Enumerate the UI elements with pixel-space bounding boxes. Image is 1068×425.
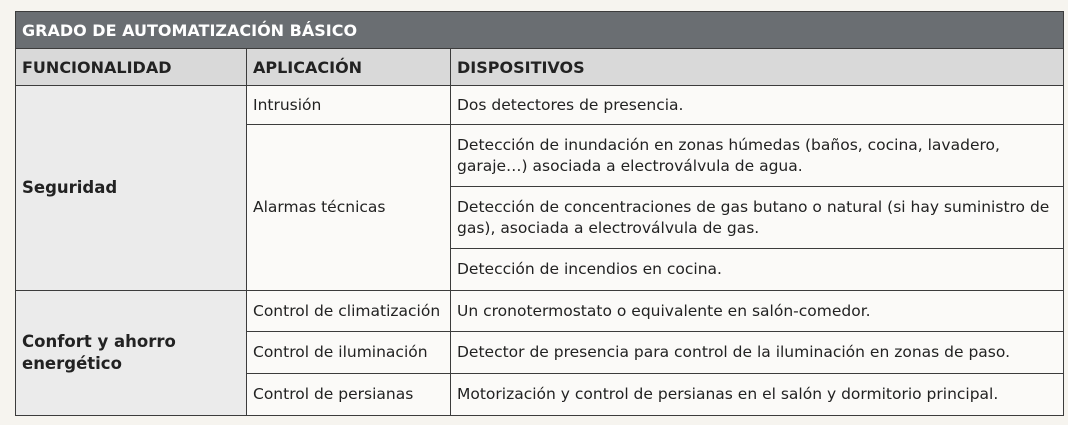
aplicacion-cell: Intrusión: [247, 86, 451, 125]
table-title: GRADO DE AUTOMATIZACIÓN BÁSICO: [16, 12, 1064, 49]
aplicacion-cell: Control de persianas: [247, 374, 451, 416]
funcionalidad-seguridad: Seguridad: [16, 86, 247, 291]
header-funcionalidad: FUNCIONALIDAD: [16, 49, 247, 86]
header-aplicacion: APLICACIÓN: [247, 49, 451, 86]
aplicacion-cell: Alarmas técnicas: [247, 125, 451, 291]
dispositivo-cell: Detector de presencia para control de la iluminación en zonas de paso.: [451, 332, 1064, 374]
dispositivo-cell: Detección de concentraciones de gas butano o natural (si hay suministro de gas), asociada a electroválvula de gas.: [451, 187, 1064, 249]
dispositivo-cell: Dos detectores de presencia.: [451, 86, 1064, 125]
dispositivo-cell: Detección de inundación en zonas húmedas (baños, cocina, lavadero, garaje…) asociada a electroválvula de agua.: [451, 125, 1064, 187]
dispositivo-cell: Un cronotermostato o equivalente en salón-comedor.: [451, 291, 1064, 332]
automation-table: [15, 11, 1064, 416]
funcionalidad-confort: Confort y ahorro energético: [16, 291, 247, 416]
dispositivo-cell: Detección de incendios en cocina.: [451, 249, 1064, 291]
dispositivo-cell: Motorización y control de persianas en el salón y dormitorio principal.: [451, 374, 1064, 416]
table-row: [16, 86, 1064, 125]
table-header-row: [16, 49, 1064, 86]
aplicacion-cell: Control de climatización: [247, 291, 451, 332]
header-dispositivos: DISPOSITIVOS: [451, 49, 1064, 86]
table-row: [16, 291, 1064, 332]
table-title-row: [16, 12, 1064, 49]
aplicacion-cell: Control de iluminación: [247, 332, 451, 374]
